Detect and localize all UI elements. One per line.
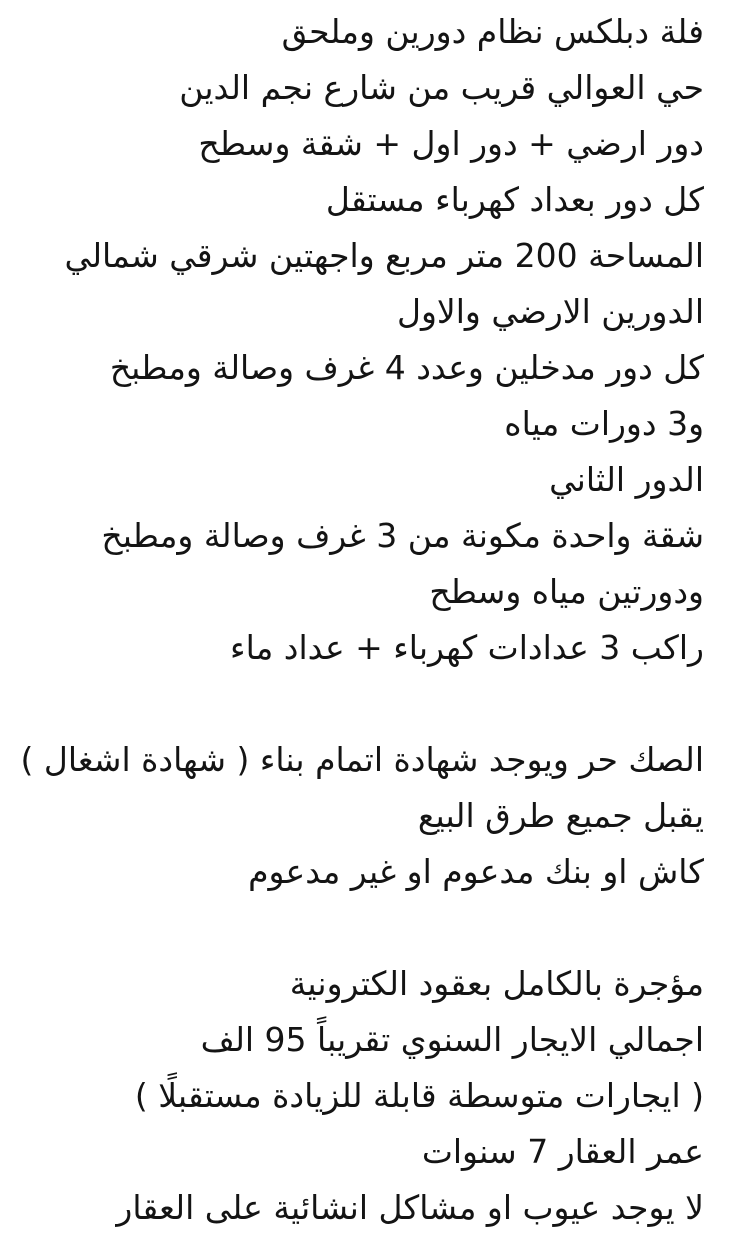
text-line: حي العوالي قريب من شارع نجم الدين	[179, 68, 704, 107]
text-line: راكب 3 عدادات كهرباء + عداد ماء	[230, 628, 704, 667]
section-rental-info	[20, 956, 704, 1236]
text-line: يقبل جميع طرق البيع	[417, 796, 704, 835]
text-line: المساحة 200 متر مربع واجهتين شرقي شمالي	[64, 236, 704, 275]
text-line: كاش او بنك مدعوم او غير مدعوم	[248, 852, 704, 891]
text-line: لا يوجد عيوب او مشاكل انشائية على العقار	[116, 1188, 704, 1227]
text-line: دور ارضي + دور اول + شقة وسطح	[198, 124, 704, 163]
text-line: اجمالي الايجار السنوي تقريباً 95 الف	[200, 1020, 704, 1059]
text-line: ( ايجارات متوسطة قابلة للزيادة مستقبلًا )	[134, 1076, 704, 1115]
text-line: مؤجرة بالكامل بعقود الكترونية	[289, 964, 704, 1003]
text-line: ودورتين مياه وسطح	[429, 572, 704, 611]
paragraph-gap	[20, 676, 704, 732]
text-line: كل دور بعداد كهرباء مستقل	[325, 180, 704, 219]
text-line: و3 دورات مياه	[504, 404, 704, 443]
text-line: شقة واحدة مكونة من 3 غرف وصالة ومطبخ	[101, 516, 704, 555]
text-line: فلة دبلكس نظام دورين وملحق	[281, 12, 704, 51]
text-line: الدورين الارضي والاول	[397, 292, 704, 331]
text-line: عمر العقار 7 سنوات	[421, 1132, 704, 1171]
section-deed-payment	[20, 732, 704, 900]
paragraph-gap	[20, 900, 704, 956]
section-property-details	[20, 4, 704, 676]
text-line: الدور الثاني	[549, 460, 704, 499]
text-line: الصك حر ويوجد شهادة اتمام بناء ( شهادة اشغال )	[20, 740, 704, 779]
text-line: كل دور مدخلين وعدد 4 غرف وصالة ومطبخ	[109, 348, 704, 387]
